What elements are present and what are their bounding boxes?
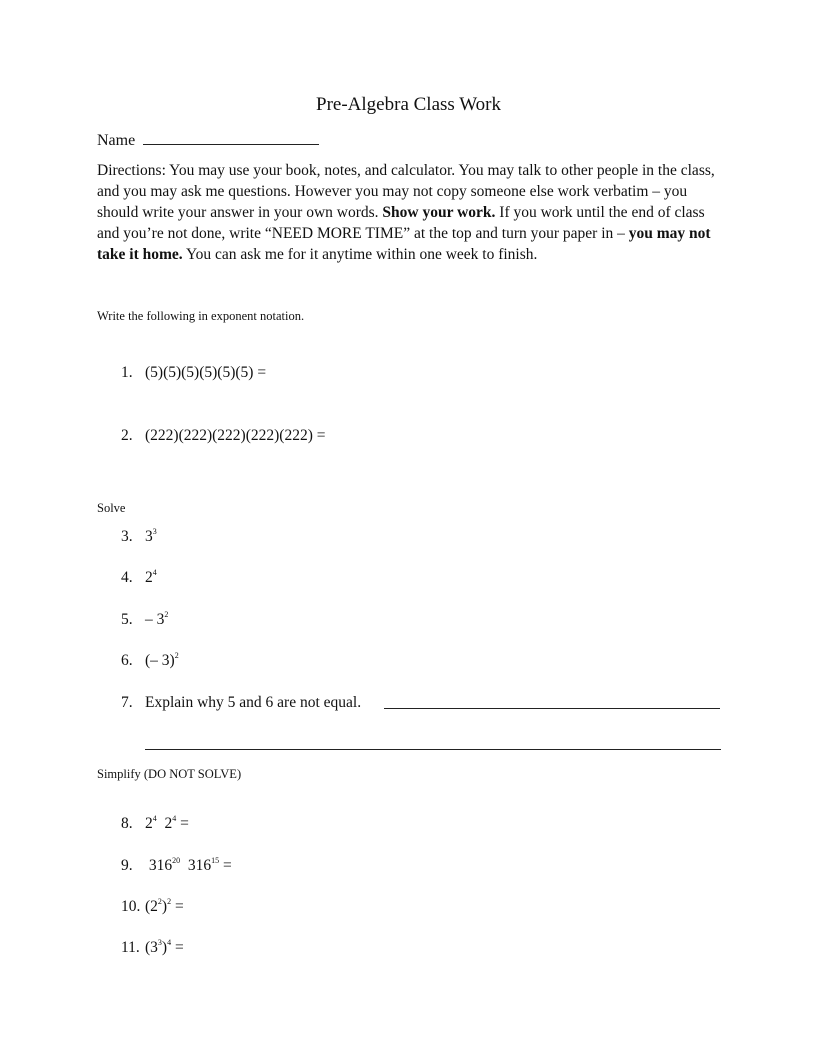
question-number: 4. [121,569,133,586]
base: (3 [145,939,158,956]
base: (– 3) [145,652,175,669]
exponent: 15 [211,856,220,865]
base: 316 [148,857,173,874]
exponent: 2 [164,610,169,619]
exponent: 4 [152,568,157,577]
base: 3 [145,528,153,545]
base: (2 [145,898,158,915]
question-number: 10. [121,898,141,915]
question-1 [121,364,266,382]
section-exponent-notation: Write the following in exponent notation. [97,309,305,323]
question-9 [121,857,232,875]
exponent: 4 [172,814,177,823]
exponent: 20 [172,856,181,865]
question-text: (5)(5)(5)(5)(5)(5) = [145,364,267,381]
directions-bold-1: Show your work. [382,204,496,221]
paren: ) [161,898,168,915]
equals: = [176,815,189,832]
question-6 [121,652,179,670]
question-5 [121,611,168,629]
paren: ) [161,939,168,956]
name-field[interactable] [97,130,319,150]
question-number: 9. [121,857,133,874]
outer-exponent: 2 [167,897,172,906]
exponent: 2 [174,651,179,660]
section-simplify: Simplify (DO NOT SOLVE) [97,767,242,781]
base: 2 [164,815,173,832]
directions-text-3: You can ask me for it anytime within one week to finish. [182,246,538,263]
inner-exponent: 2 [157,897,162,906]
question-2 [121,427,325,445]
question-number: 8. [121,815,133,832]
section-solve: Solve [97,501,126,515]
page-title: Pre-Algebra Class Work [316,94,501,115]
question-number: 7. [121,694,133,711]
name-blank-line[interactable] [143,130,319,145]
exponent: 3 [152,527,157,536]
question-11 [121,939,184,957]
question-number: 5. [121,611,133,628]
question-7 [121,694,361,712]
question-number: 6. [121,652,133,669]
equals: = [171,898,184,915]
question-8 [121,815,189,833]
question-text: Explain why 5 and 6 are not equal. [145,694,362,711]
base: 2 [145,815,153,832]
question-number: 3. [121,528,133,545]
answer-line-2[interactable] [145,749,721,750]
question-text: (222)(222)(222)(222)(222) = [145,427,326,444]
directions-text-1: Directions: You may use your book, notes, and calculator. You may talk to other people in the class, and you may ask me questions. However you may not copy someone else work verbatim – you should write your answer in your own words. [97,162,715,221]
exponent: 4 [152,814,157,823]
question-4 [121,569,157,587]
answer-line-1[interactable] [384,708,720,709]
question-10 [121,898,184,916]
equals: = [219,857,232,874]
question-number: 1. [121,364,133,381]
outer-exponent: 4 [167,938,172,947]
question-number: 2. [121,427,133,444]
base: – 3 [145,611,165,628]
question-number: 11. [121,939,140,956]
question-3 [121,528,157,546]
directions-paragraph [97,160,722,265]
directions-bold-2: you may not take it home. [97,225,711,263]
base: 2 [145,569,153,586]
equals: = [171,939,184,956]
inner-exponent: 3 [157,938,162,947]
name-label: Name [97,132,136,149]
base: 316 [187,857,212,874]
directions-text-2: If you work until the end of class and you’re not done, write “NEED MORE TIME” at the top and turn your paper in – [97,204,705,242]
